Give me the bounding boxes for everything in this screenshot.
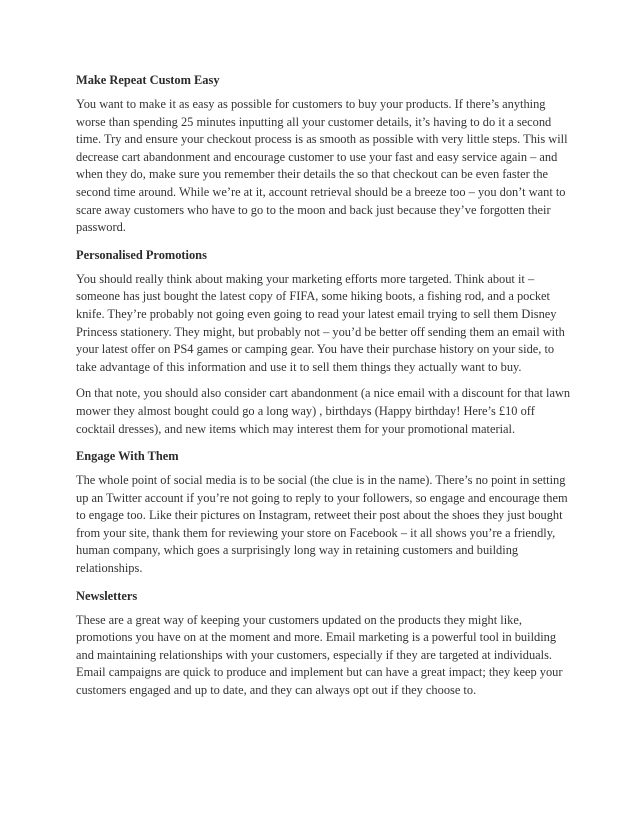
document-page xyxy=(76,71,576,709)
section-paragraph: You should really think about making your marketing efforts more targeted. Think about it – someone has just bought the latest copy of FIFA, some hiking boots, a fishing rod, and a pocket knife. They’re probably not going even going to read your latest email trying to sell them Disney Princess stationery. They might, but probably not – you’d be better off sending them an email with your latest offer on PS4 games or camping gear. You have their purchase history on your side, to take advantage of this information and use it to sell them things they actually want to buy. xyxy=(76,271,565,374)
section-heading: Engage With Them xyxy=(76,449,179,464)
section-paragraph: You want to make it as easy as possible for customers to buy your products. If there’s anything worse than spending 25 minutes inputting all your customer details, it’s having to do it a second time. Try and ensure your checkout process is as smooth as possible with very little steps. This will decrease cart abandonment and encourage customer to use your fast and easy service again – and when they do, make sure you remember their details the so that checkout can be even faster the second time around. While we’re at it, account retrieval should be a breeze too – you don’t want to scare away customers who have to go to the moon and back just because they’ve forgotten their password. xyxy=(76,97,568,235)
section-heading: Personalised Promotions xyxy=(76,247,207,262)
section-make-repeat-custom-easy xyxy=(76,71,576,237)
section-personalised-promotions xyxy=(76,246,576,438)
section-paragraph: On that note, you should also consider cart abandonment (a nice email with a discount for that lawn mower they almost bought could go a long way) , birthdays (Happy birthday! Here’s £10 off cocktail dresses), and new items which may interest them for your promotional material. xyxy=(76,386,571,436)
section-heading: Newsletters xyxy=(76,588,138,603)
section-newsletters xyxy=(76,587,576,700)
section-paragraph: The whole point of social media is to be social (the clue is in the name). There’s no point in setting up an Twitter account if you’re not going to reply to your followers, so engage and encourage them to engage too. Like their pictures on Instagram, retweet their post about the shoes they just bought from your site, thank them for reviewing your store on Facebook – it all shows you’re a friendly, human company, which goes a surprisingly long way in retaining customers and building relationships. xyxy=(76,473,568,576)
section-paragraph: These are a great way of keeping your customers updated on the products they might like, promotions you have on at the moment and more. Email marketing is a powerful tool in building and maintaining relationships with your customers, especially if they are targeted at individuals. Email campaigns are quick to produce and implement but can have a great impact; they keep your customers engaged and up to date, and they can always opt out if they choose to. xyxy=(76,612,563,698)
section-engage-with-them xyxy=(76,447,576,578)
section-heading: Make Repeat Custom Easy xyxy=(76,73,220,87)
